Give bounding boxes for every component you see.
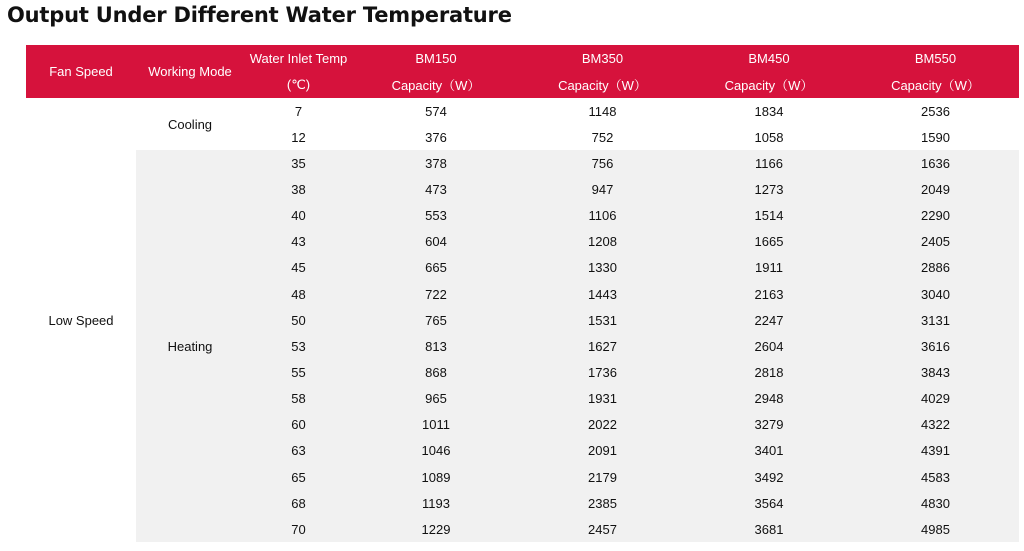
capacity-cell-bm550: 4029	[852, 386, 1019, 412]
temp-cell: 35	[244, 150, 353, 176]
capacity-cell-bm550: 4830	[852, 490, 1019, 516]
capacity-cell-bm450: 3564	[686, 490, 852, 516]
capacity-cell-bm150: 378	[353, 150, 519, 176]
header-model-bm350: BM350	[519, 45, 686, 71]
table-row	[26, 150, 1019, 176]
capacity-cell-bm350: 1931	[519, 386, 686, 412]
capacity-cell-bm450: 3681	[686, 516, 852, 542]
capacity-cell-bm350: 1443	[519, 281, 686, 307]
table-header	[26, 45, 1019, 98]
capacity-cell-bm350: 1627	[519, 333, 686, 359]
temp-cell: 68	[244, 490, 353, 516]
capacity-cell-bm350: 1148	[519, 98, 686, 124]
capacity-cell-bm450: 1273	[686, 176, 852, 202]
capacity-cell-bm350: 1736	[519, 359, 686, 385]
capacity-cell-bm150: 473	[353, 176, 519, 202]
mode-cell-cooling: Cooling	[136, 98, 244, 150]
header-capacity-bm350: Capacity（W）	[519, 71, 686, 98]
header-capacity-bm150: Capacity（W）	[353, 71, 519, 98]
capacity-cell-bm150: 665	[353, 255, 519, 281]
capacity-cell-bm350: 1531	[519, 307, 686, 333]
capacity-cell-bm150: 1229	[353, 516, 519, 542]
temp-cell: 38	[244, 176, 353, 202]
capacity-cell-bm550: 3131	[852, 307, 1019, 333]
capacity-cell-bm150: 376	[353, 124, 519, 150]
capacity-cell-bm550: 1590	[852, 124, 1019, 150]
capacity-cell-bm150: 965	[353, 386, 519, 412]
temp-cell: 65	[244, 464, 353, 490]
capacity-cell-bm550: 4322	[852, 412, 1019, 438]
capacity-cell-bm150: 574	[353, 98, 519, 124]
output-table	[26, 45, 1019, 542]
temp-cell: 12	[244, 124, 353, 150]
capacity-cell-bm450: 2247	[686, 307, 852, 333]
capacity-cell-bm450: 2948	[686, 386, 852, 412]
capacity-cell-bm350: 2022	[519, 412, 686, 438]
capacity-cell-bm450: 1058	[686, 124, 852, 150]
temp-cell: 43	[244, 229, 353, 255]
header-model-bm450: BM450	[686, 45, 852, 71]
capacity-cell-bm550: 4583	[852, 464, 1019, 490]
header-capacity-bm550: Capacity（W）	[852, 71, 1019, 98]
header-model-bm150: BM150	[353, 45, 519, 71]
header-capacity-bm450: Capacity（W）	[686, 71, 852, 98]
temp-cell: 7	[244, 98, 353, 124]
capacity-cell-bm150: 1193	[353, 490, 519, 516]
capacity-cell-bm550: 2290	[852, 203, 1019, 229]
capacity-cell-bm150: 722	[353, 281, 519, 307]
header-water-inlet-temp: Water Inlet Temp	[244, 45, 353, 71]
temp-cell: 53	[244, 333, 353, 359]
capacity-cell-bm450: 2604	[686, 333, 852, 359]
capacity-cell-bm350: 2385	[519, 490, 686, 516]
capacity-cell-bm150: 1046	[353, 438, 519, 464]
capacity-cell-bm450: 2818	[686, 359, 852, 385]
capacity-cell-bm150: 553	[353, 203, 519, 229]
temp-cell: 50	[244, 307, 353, 333]
temp-cell: 40	[244, 203, 353, 229]
capacity-cell-bm450: 3401	[686, 438, 852, 464]
capacity-cell-bm450: 3492	[686, 464, 852, 490]
mode-cell-heating: Heating	[136, 150, 244, 542]
temp-cell: 60	[244, 412, 353, 438]
capacity-cell-bm550: 2536	[852, 98, 1019, 124]
fan-speed-cell: Low Speed	[26, 98, 136, 542]
capacity-cell-bm550: 2405	[852, 229, 1019, 255]
capacity-cell-bm450: 1514	[686, 203, 852, 229]
table-row	[26, 98, 1019, 124]
capacity-cell-bm150: 604	[353, 229, 519, 255]
capacity-cell-bm450: 2163	[686, 281, 852, 307]
capacity-cell-bm550: 3843	[852, 359, 1019, 385]
temp-cell: 45	[244, 255, 353, 281]
capacity-cell-bm550: 4985	[852, 516, 1019, 542]
capacity-cell-bm350: 2091	[519, 438, 686, 464]
capacity-cell-bm150: 765	[353, 307, 519, 333]
capacity-cell-bm350: 752	[519, 124, 686, 150]
header-fan-speed: Fan Speed	[26, 45, 136, 98]
capacity-cell-bm350: 756	[519, 150, 686, 176]
capacity-cell-bm550: 3616	[852, 333, 1019, 359]
capacity-cell-bm550: 1636	[852, 150, 1019, 176]
capacity-cell-bm550: 3040	[852, 281, 1019, 307]
temp-cell: 63	[244, 438, 353, 464]
capacity-cell-bm550: 4391	[852, 438, 1019, 464]
capacity-cell-bm350: 1208	[519, 229, 686, 255]
capacity-cell-bm450: 1911	[686, 255, 852, 281]
temp-cell: 70	[244, 516, 353, 542]
header-working-mode: Working Mode	[136, 45, 244, 98]
page-title: Output Under Different Water Temperature	[7, 3, 512, 27]
capacity-cell-bm450: 1665	[686, 229, 852, 255]
temp-cell: 55	[244, 359, 353, 385]
capacity-cell-bm150: 1089	[353, 464, 519, 490]
capacity-cell-bm150: 1011	[353, 412, 519, 438]
header-model-bm550: BM550	[852, 45, 1019, 71]
capacity-cell-bm550: 2886	[852, 255, 1019, 281]
capacity-cell-bm350: 947	[519, 176, 686, 202]
capacity-cell-bm450: 3279	[686, 412, 852, 438]
capacity-cell-bm150: 813	[353, 333, 519, 359]
table-body	[26, 98, 1019, 542]
capacity-cell-bm150: 868	[353, 359, 519, 385]
header-temp-unit: (℃)	[244, 71, 353, 98]
capacity-cell-bm450: 1834	[686, 98, 852, 124]
capacity-cell-bm350: 1330	[519, 255, 686, 281]
capacity-cell-bm350: 1106	[519, 203, 686, 229]
temp-cell: 48	[244, 281, 353, 307]
temp-cell: 58	[244, 386, 353, 412]
capacity-cell-bm550: 2049	[852, 176, 1019, 202]
capacity-cell-bm450: 1166	[686, 150, 852, 176]
capacity-cell-bm350: 2179	[519, 464, 686, 490]
capacity-cell-bm350: 2457	[519, 516, 686, 542]
